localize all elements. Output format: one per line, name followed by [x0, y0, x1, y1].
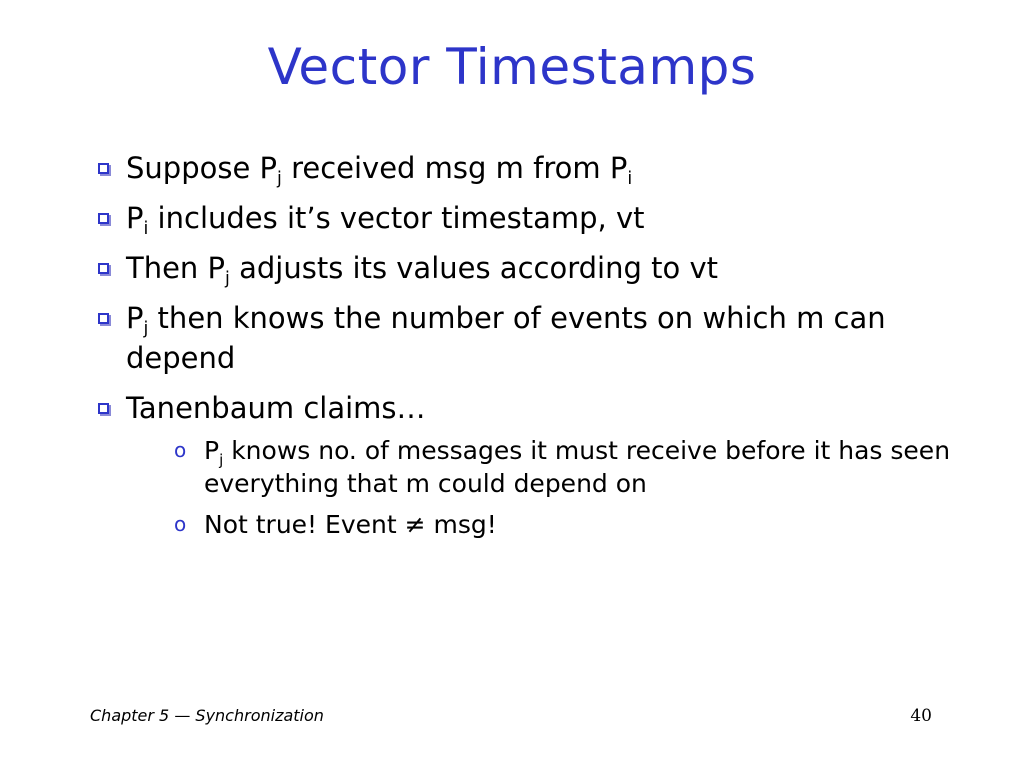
sub-bullet-text: [204, 510, 497, 539]
text-run: can depend: [126, 301, 886, 375]
not-equal-symbol: ≠: [404, 510, 426, 539]
symbol-vt: vt: [616, 201, 645, 235]
footer-topic: Synchronization: [190, 706, 324, 725]
text-run: knows no. of messages it must receive before it has seen everything that: [204, 436, 951, 498]
square-bullet-icon: [98, 403, 109, 414]
circle-bullet-icon: o: [174, 512, 187, 536]
bullet-text: [126, 301, 886, 375]
text-run: then knows the number of events on which: [148, 301, 797, 335]
subscript: i: [627, 169, 633, 189]
subscript: j: [225, 269, 230, 289]
bullet-item: [88, 148, 968, 188]
symbol-m: m: [405, 469, 430, 498]
symbol-vt: vt: [689, 251, 718, 285]
bullet-item: [88, 248, 968, 288]
square-bullet-icon: [98, 263, 109, 274]
text-run: P: [126, 201, 144, 235]
text-run: could depend on: [429, 469, 647, 498]
bullet-text: [126, 151, 633, 189]
square-bullet-icon: [98, 163, 109, 174]
footer-chapter-label: Chapter 5: [90, 706, 175, 725]
subscript: j: [277, 169, 282, 189]
bullet-text: [126, 201, 645, 239]
text-run: received msg: [281, 151, 496, 185]
subscript: j: [143, 319, 149, 339]
sub-bullet-item: [170, 508, 968, 541]
symbol-m: m: [796, 301, 825, 335]
text-run: P: [204, 436, 220, 465]
symbol-m: m: [495, 151, 524, 185]
text-run: Suppose P: [126, 151, 278, 185]
subscript: j: [219, 451, 224, 469]
square-bullet-icon: [98, 213, 109, 224]
text-run: P: [126, 301, 144, 335]
text-run: includes it’s vector timestamp,: [148, 201, 616, 235]
sub-bullet-item: [170, 434, 968, 500]
footer-dash: —: [174, 706, 191, 725]
bullet-text: [126, 251, 718, 289]
text-run: adjusts its values according to: [229, 251, 690, 285]
subscript: i: [143, 219, 149, 239]
square-bullet-icon: [98, 313, 109, 324]
bullet-item: [88, 198, 968, 238]
bullet-item: [88, 388, 968, 541]
bullet-text: Tanenbaum claims…: [126, 391, 426, 425]
text-run: msg!: [425, 510, 497, 539]
bullet-item: [88, 298, 968, 378]
sub-bullet-list: [170, 434, 968, 541]
footer-chapter: [90, 706, 324, 725]
text-run: from P: [523, 151, 628, 185]
bullet-list: [88, 148, 968, 551]
text-run: Then P: [126, 251, 226, 285]
page-number: 40: [910, 706, 932, 726]
text-run: Not true! Event: [204, 510, 405, 539]
slide-title: Vector Timestamps: [267, 38, 757, 96]
circle-bullet-icon: o: [174, 438, 187, 462]
sub-bullet-text: [204, 436, 950, 498]
